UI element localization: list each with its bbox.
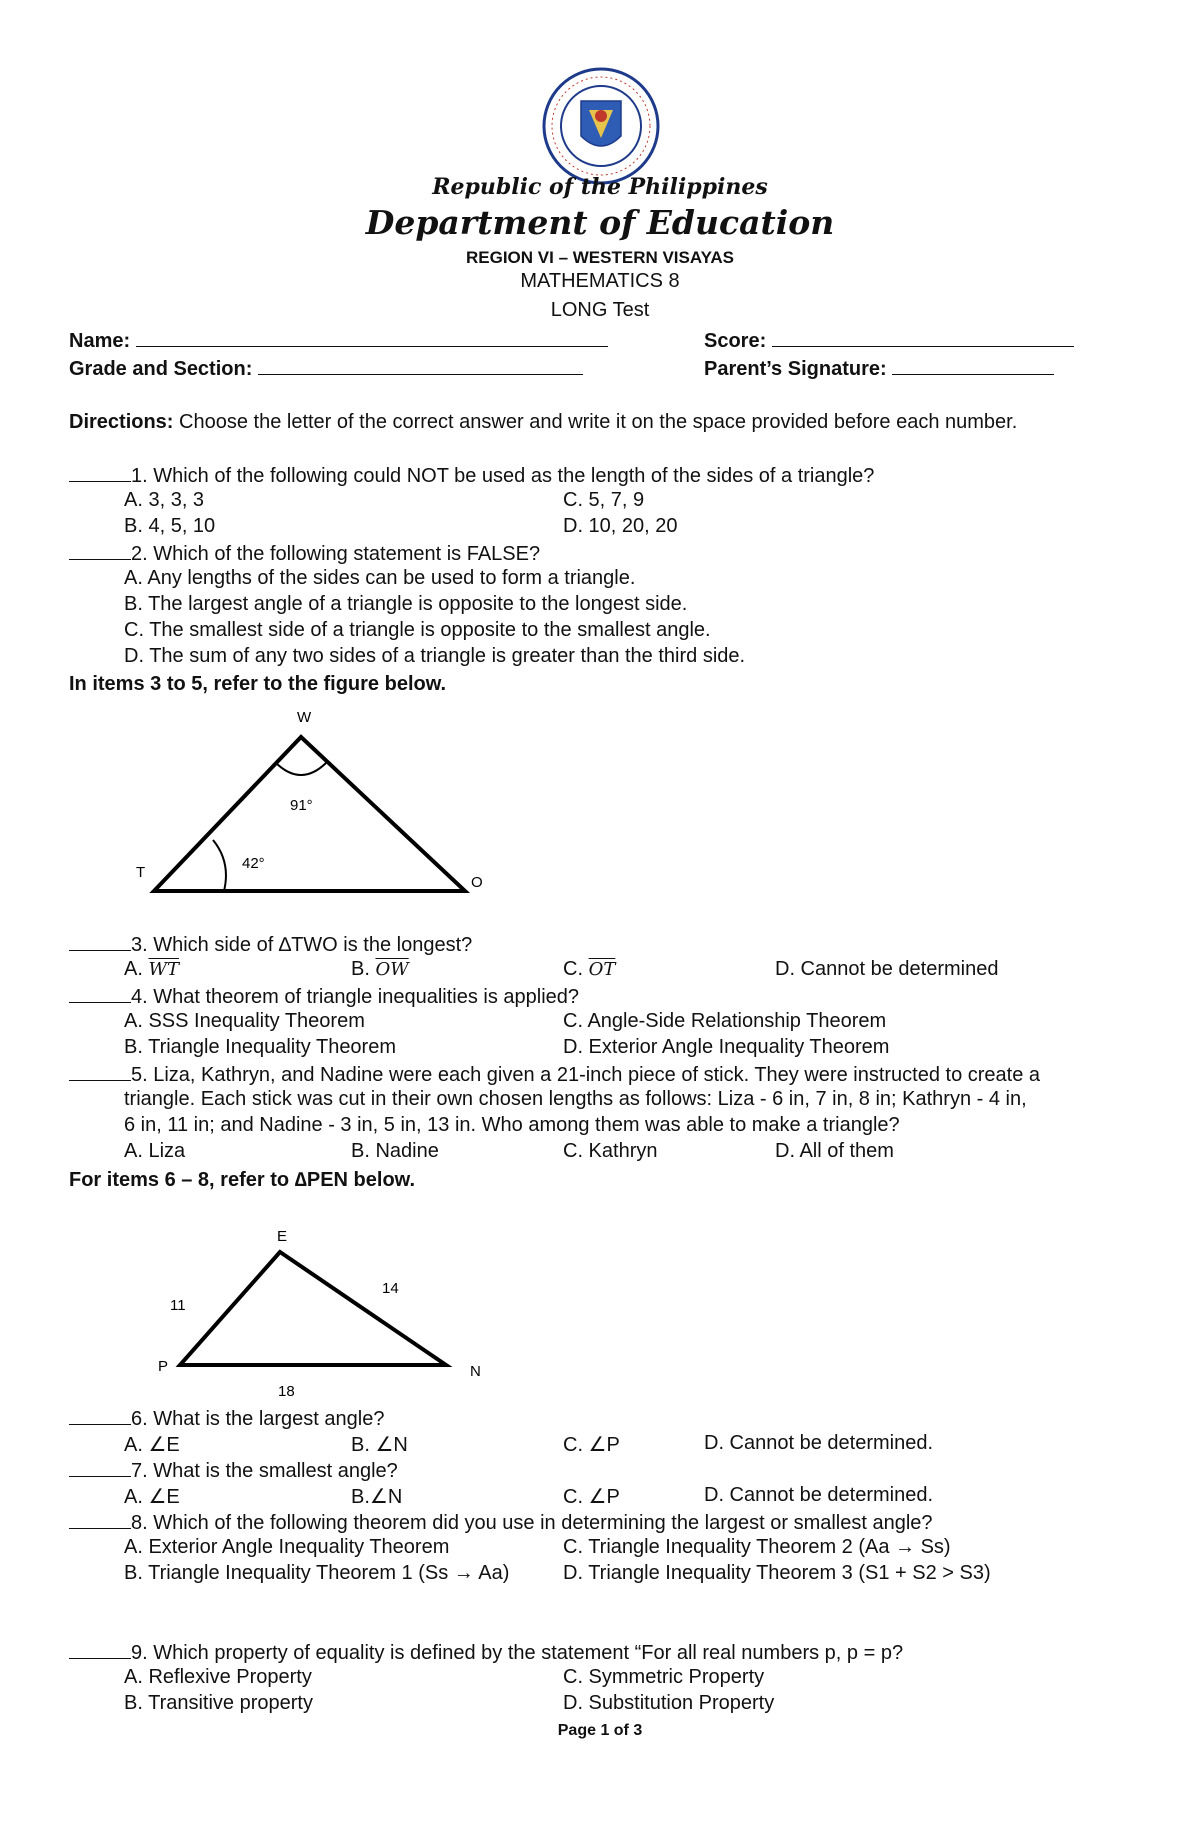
q3-choice-c <box>563 958 615 981</box>
angle-w-label: 91° <box>290 797 313 814</box>
q3-c-segment: $\overline{OT}$ <box>588 959 616 980</box>
section-1-heading: In items 3 to 5, refer to the figure below. <box>69 673 447 695</box>
q1-choice-b: B. 4, 5, 10 <box>124 515 216 537</box>
answer-blank-9[interactable] <box>69 1640 131 1659</box>
q5-line1: 5. Liza, Kathryn, and Nadine were each given a 21-inch piece of stick. They were instructed to create a <box>131 1064 1041 1086</box>
answer-blank-6[interactable] <box>69 1406 131 1425</box>
vertex-w-label: W <box>297 709 312 726</box>
q3-stem: 3. Which side of ∆TWO is the longest? <box>131 934 473 956</box>
score-label: Score: <box>704 330 767 352</box>
q9-stem: 9. Which property of equality is defined by the statement “For all real numbers p, p = p? <box>131 1642 904 1664</box>
q4-stem: 4. What theorem of triangle inequalities is applied? <box>131 986 580 1008</box>
question-5 <box>69 1062 1040 1087</box>
q5-choice-d: D. All of them <box>775 1140 894 1162</box>
score-field <box>704 328 1074 353</box>
triangle-pen-figure <box>150 1215 500 1405</box>
q8-choice-b: B. Triangle Inequality Theorem 1 (Ss → Aa) <box>124 1562 510 1584</box>
q3-choice-a <box>124 958 179 981</box>
score-blank[interactable] <box>772 328 1074 347</box>
deped-seal-logo <box>541 66 661 186</box>
side-pn-label: 18 <box>278 1383 295 1400</box>
q3-a-prefix: A. <box>124 958 149 980</box>
q2-stem: 2. Which of the following statement is FALSE? <box>131 543 541 565</box>
q7-choice-d: D. Cannot be determined. <box>704 1484 934 1506</box>
subject-line: MATHEMATICS 8 <box>520 270 680 292</box>
parent-signature-label: Parent’s Signature: <box>704 358 887 380</box>
parent-signature-blank[interactable] <box>892 356 1054 375</box>
q4-choice-b: B. Triangle Inequality Theorem <box>124 1036 397 1058</box>
q2-choice-c: C. The smallest side of a triangle is opposite to the smallest angle. <box>124 619 711 641</box>
directions-text: Choose the letter of the correct answer and write it on the space provided before each number. <box>173 411 1018 433</box>
q1-choice-c: C. 5, 7, 9 <box>563 489 645 511</box>
q2-choice-a: A. Any lengths of the sides can be used to form a triangle. <box>124 567 636 589</box>
side-pe-label: 11 <box>170 1297 186 1314</box>
answer-blank-2[interactable] <box>69 541 131 560</box>
angle-t-arc <box>213 840 226 891</box>
republic-line: Republic of the Philippines <box>432 174 768 200</box>
q7-choice-a: A. ∠E <box>124 1486 180 1508</box>
q6-choice-c: C. ∠P <box>563 1434 620 1456</box>
angle-w-arc <box>276 763 326 775</box>
q3-b-segment: $\overline{OW}$ <box>375 959 409 980</box>
triangle-two-figure <box>130 700 500 900</box>
grade-section-field <box>69 356 583 381</box>
q7-stem: 7. What is the smallest angle? <box>131 1460 398 1482</box>
q1-stem: 1. Which of the following could NOT be used as the length of the sides of a triangle? <box>131 465 875 487</box>
q5-line2: triangle. Each stick was cut in their own chosen lengths as follows: Liza - 6 in, 7 in, 8 in; Kathryn - 4 in, <box>124 1088 1027 1110</box>
question-1 <box>69 463 874 488</box>
q8-choice-d: D. Triangle Inequality Theorem 3 (S1 + S2 > S3) <box>563 1562 991 1584</box>
grade-section-label: Grade and Section: <box>69 358 253 380</box>
q5-line3: 6 in, 11 in; and Nadine - 3 in, 5 in, 13 in. Who among them was able to make a triangle? <box>124 1114 900 1136</box>
q6-choice-a: A. ∠E <box>124 1434 180 1456</box>
q2-choice-b: B. The largest angle of a triangle is opposite to the longest side. <box>124 593 688 615</box>
q5-choice-a: A. Liza <box>124 1140 186 1162</box>
department-title: Department of Education <box>365 203 835 242</box>
section-2-heading: For items 6 – 8, refer to ∆PEN below. <box>69 1169 416 1191</box>
q5-choice-c: C. Kathryn <box>563 1140 658 1162</box>
q1-choice-d: D. 10, 20, 20 <box>563 515 678 537</box>
q8-stem: 8. Which of the following theorem did you use in determining the largest or smallest angle? <box>131 1512 933 1534</box>
test-title: LONG Test <box>550 299 650 321</box>
answer-blank-5[interactable] <box>69 1062 131 1081</box>
grade-section-blank[interactable] <box>258 356 583 375</box>
q8-choice-a: A. Exterior Angle Inequality Theorem <box>124 1536 450 1558</box>
parent-signature-field <box>704 356 1054 381</box>
answer-blank-1[interactable] <box>69 463 131 482</box>
vertex-o-label: O <box>471 874 483 891</box>
q3-choice-d: D. Cannot be determined <box>775 958 999 980</box>
q3-choice-b <box>351 958 409 981</box>
q4-choice-c: C. Angle-Side Relationship Theorem <box>563 1010 887 1032</box>
q4-choice-a: A. SSS Inequality Theorem <box>124 1010 365 1032</box>
directions-label: Directions: <box>69 411 174 433</box>
q3-b-prefix: B. <box>351 958 376 980</box>
question-8 <box>69 1510 933 1535</box>
vertex-p-label: P <box>158 1358 169 1375</box>
q7-choice-b: B.∠N <box>351 1486 403 1508</box>
question-2 <box>69 541 540 566</box>
q6-choice-b: B. ∠N <box>351 1434 408 1456</box>
q3-a-segment: $\overline{WT}$ <box>148 959 179 980</box>
q9-choice-c: C. Symmetric Property <box>563 1666 765 1688</box>
q9-choice-d: D. Substitution Property <box>563 1692 775 1714</box>
q3-c-prefix: C. <box>563 958 589 980</box>
question-9 <box>69 1640 903 1665</box>
name-field <box>69 328 608 353</box>
q7-choice-c: C. ∠P <box>563 1486 620 1508</box>
triangle-two-outline <box>154 737 465 891</box>
question-6 <box>69 1406 384 1431</box>
triangle-pen-outline <box>180 1252 446 1365</box>
page-number: Page 1 of 3 <box>557 1722 643 1739</box>
angle-t-label: 42° <box>242 855 265 872</box>
answer-blank-4[interactable] <box>69 984 131 1003</box>
q6-choice-d: D. Cannot be determined. <box>704 1432 934 1454</box>
answer-blank-8[interactable] <box>69 1510 131 1529</box>
directions <box>69 411 1017 434</box>
name-blank[interactable] <box>136 328 608 347</box>
q1-choice-a: A. 3, 3, 3 <box>124 489 205 511</box>
answer-blank-3[interactable] <box>69 932 131 951</box>
question-4 <box>69 984 579 1009</box>
answer-blank-7[interactable] <box>69 1458 131 1477</box>
name-label: Name: <box>69 330 131 352</box>
q9-choice-a: A. Reflexive Property <box>124 1666 312 1688</box>
vertex-t-label: T <box>136 864 146 881</box>
side-en-label: 14 <box>382 1280 399 1297</box>
vertex-n-label: N <box>470 1363 481 1380</box>
q8-choice-c: C. Triangle Inequality Theorem 2 (Aa → Ss) <box>563 1536 951 1558</box>
q9-choice-b: B. Transitive property <box>124 1692 313 1714</box>
vertex-e-label: E <box>277 1228 288 1245</box>
q5-choice-b: B. Nadine <box>351 1140 439 1162</box>
question-7 <box>69 1458 398 1483</box>
question-3 <box>69 932 472 957</box>
q4-choice-d: D. Exterior Angle Inequality Theorem <box>563 1036 890 1058</box>
region-line: REGION VI – WESTERN VISAYAS <box>466 248 734 267</box>
q2-choice-d: D. The sum of any two sides of a triangle is greater than the third side. <box>124 645 746 667</box>
q6-stem: 6. What is the largest angle? <box>131 1408 385 1430</box>
